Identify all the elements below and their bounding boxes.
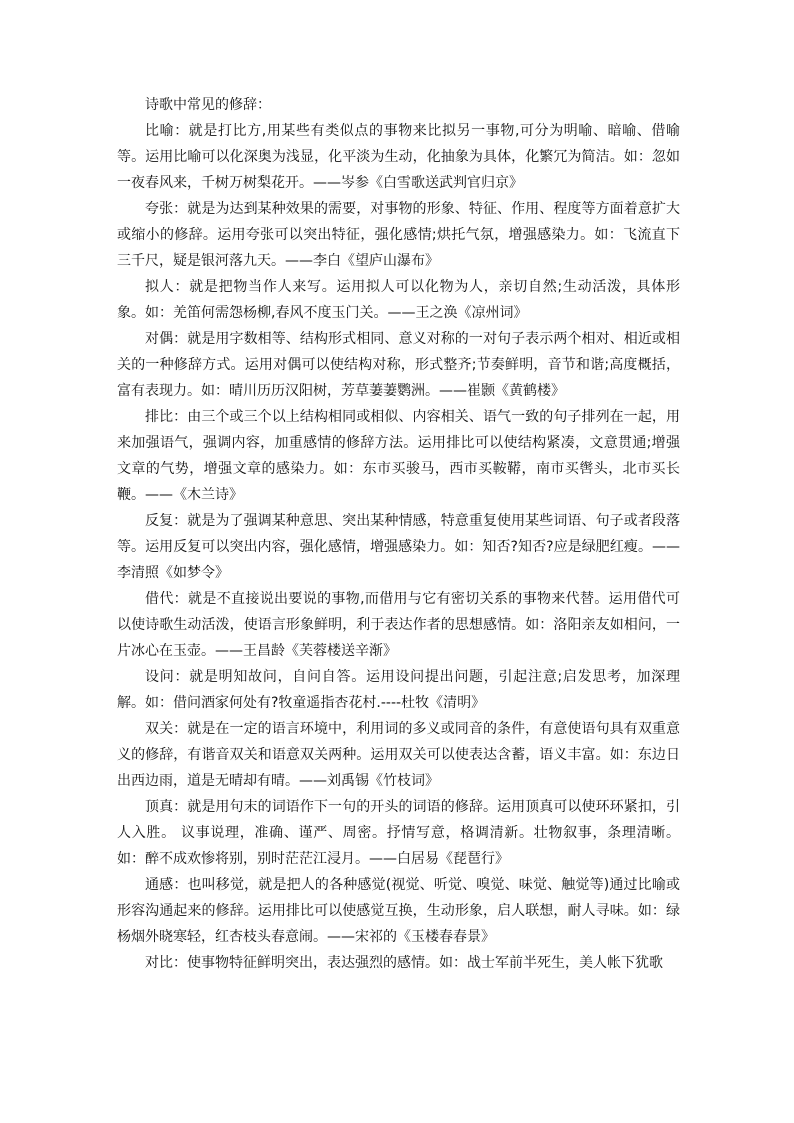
paragraph-pun: 双关：就是在一定的语言环境中，利用词的多义或同音的条件，有意使语句具有双重意义的修辞，有谐音双关和语意双关两种。运用双关可以使表达含蓄，语义丰富。如：东边日出西边雨，道是无晴却有晴。——刘禹锡《竹枝词》 xyxy=(117,721,680,789)
paragraph-anadiplosis: 顶真：就是用句末的词语作下一句的开头的词语的修辞。运用顶真可以使环环紧扣，引人入胜。 议事说理，准确、谨严、周密。抒情写意，格调清新。壮物叙事，条理清晰。如：醉不成欢惨将别，别时茫茫江浸月。——白居易《琵琶行》 xyxy=(117,799,680,867)
paragraph-antithesis: 对偶：就是用字数相等、结构形式相同、意义对称的一对句子表示两个相对、相近或相关的一种修辞方式。运用对偶可以使结构对称，形式整齐;节奏鲜明，音节和谐;高度概括，富有表现力。如：晴川历历汉阳树，芳草萋萋鹦洲。——崔颢《黄鹤楼》 xyxy=(117,331,680,399)
paragraph-repetition: 反复：就是为了强调某种意思、突出某种情感，特意重复使用某些词语、句子或者段落等。运用反复可以突出内容，强化感情，增强感染力。如：知否?知否?应是绿肥红瘦。——李清照《如梦令》 xyxy=(117,513,680,581)
paragraph-parallelism: 排比：由三个或三个以上结构相同或相似、内容相关、语气一致的句子排列在一起，用来加强语气，强调内容，加重感情的修辞方法。运用排比可以使结构紧凑，文意贯通;增强文章的气势，增强文章的感染力。如：东市买骏马，西市买鞍鞯，南市买辔头，北市买长鞭。——《木兰诗》 xyxy=(117,409,680,503)
paragraph-hyperbole: 夸张：就是为达到某种效果的需要，对事物的形象、特征、作用、程度等方面着意扩大或缩小的修辞。运用夸张可以突出特征，强化感情;烘托气氛，增强感染力。如：飞流直下三千尺，疑是银河落九天。——李白《望庐山瀑布》 xyxy=(117,201,680,269)
paragraph-personification: 拟人：就是把物当作人来写。运用拟人可以化物为人，亲切自然;生动活泼，具体形象。如：羌笛何需怨杨柳,春风不度玉门关。——王之涣《凉州词》 xyxy=(117,279,680,321)
paragraph-rhetorical-question: 设问：就是明知故问，自问自答。运用设问提出问题，引起注意;启发思考，加深理解。如：借问酒家何处有?牧童遥指杏花村.----杜牧《清明》 xyxy=(117,669,680,711)
paragraph-metonymy: 借代：就是不直接说出要说的事物,而借用与它有密切关系的事物来代替。运用借代可以使诗歌生动活泼，使语言形象鲜明，利于表达作者的思想感情。如：洛阳亲友如相问，一片冰心在玉壶。——王昌龄《芙蓉楼送辛渐》 xyxy=(117,591,680,659)
paragraph-synesthesia: 通感：也叫移觉，就是把人的各种感觉(视觉、听觉、嗅觉、味觉、触觉等)通过比喻或形容沟通起来的修辞。运用排比可以使感觉互换，生动形象，启人联想，耐人寻味。如：绿杨烟外晓寒轻，红杏枝头春意闹。——宋祁的《玉楼春春景》 xyxy=(117,877,680,945)
document-title: 诗歌中常见的修辞： xyxy=(145,97,271,113)
document-page xyxy=(117,92,680,976)
paragraph-contrast: 对比：使事物特征鲜明突出，表达强烈的感情。如：战士军前半死生，美人帐下犹歌 xyxy=(145,955,663,971)
paragraph-metaphor: 比喻：就是打比方,用某些有类似点的事物来比拟另一事物,可分为明喻、暗喻、借喻等。运用比喻可以化深奥为浅显，化平淡为生动，化抽象为具体，化繁冗为简洁。如：忽如一夜春风来，千树万树梨花开。——岑参《白雪歌送武判官归京》 xyxy=(117,123,680,191)
